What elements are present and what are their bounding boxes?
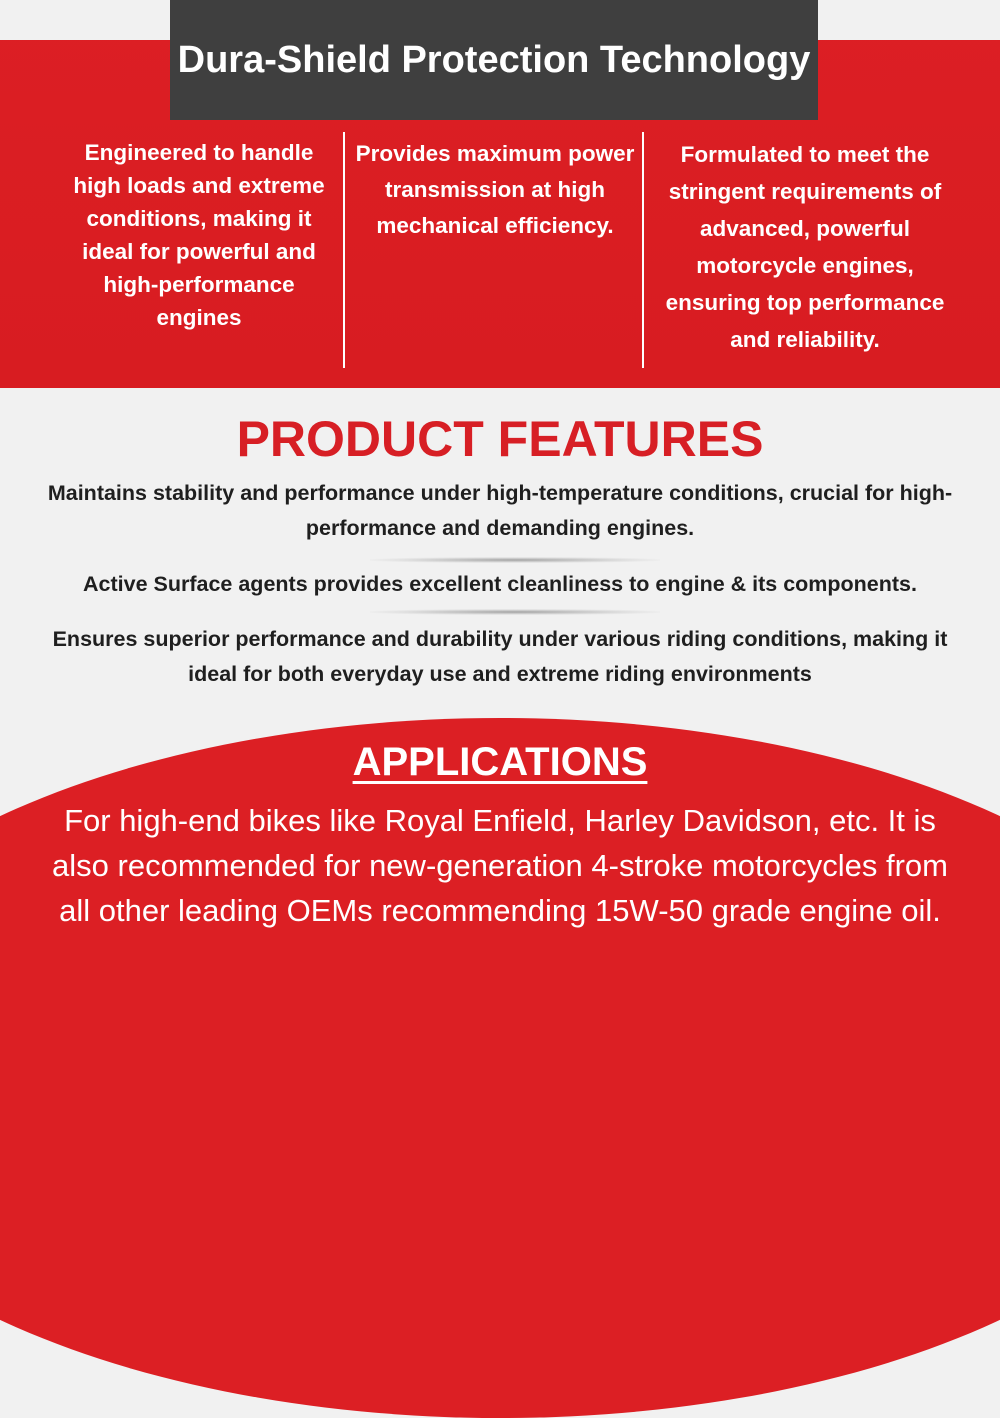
applications-title — [0, 740, 1000, 785]
features-title: PRODUCT FEATURES — [236, 411, 764, 467]
feature-item: Ensures superior performance and durability under various riding conditions, making it ideal for both everyday use and extreme riding environments — [52, 627, 948, 686]
benefit-column-3: Formulated to meet the stringent requirements of advanced, powerful motorcycle engines, ensuring top performance and reliability. — [665, 142, 945, 352]
applications-title-text: APPLICATIONS — [352, 740, 648, 784]
feature-separator — [370, 609, 660, 615]
feature-item: Active Surface agents provides excellent cleanliness to engine & its components. — [83, 572, 917, 596]
applications-text: For high-end bikes like Royal Enfield, Harley Davidson, etc. It is also recommended for new-generation 4-stroke motorcycles from all other leading OEMs recommending 15W-50 grade engine oil. — [52, 803, 948, 928]
header-title: Dura-Shield Protection Technology — [170, 0, 818, 120]
top-left-strip — [0, 0, 170, 40]
benefit-column-2: Provides maximum power transmission at high mechanical efficiency. — [355, 141, 635, 238]
feature-item: Maintains stability and performance under high-temperature conditions, crucial for high-performance and demanding engines. — [47, 481, 953, 540]
benefit-column-1: Engineered to handle high loads and extreme conditions, making it ideal for powerful and high-performance engines — [73, 140, 325, 330]
top-right-strip — [818, 0, 1000, 40]
feature-separator — [370, 557, 660, 563]
column-divider — [343, 132, 345, 368]
column-divider — [642, 132, 644, 368]
